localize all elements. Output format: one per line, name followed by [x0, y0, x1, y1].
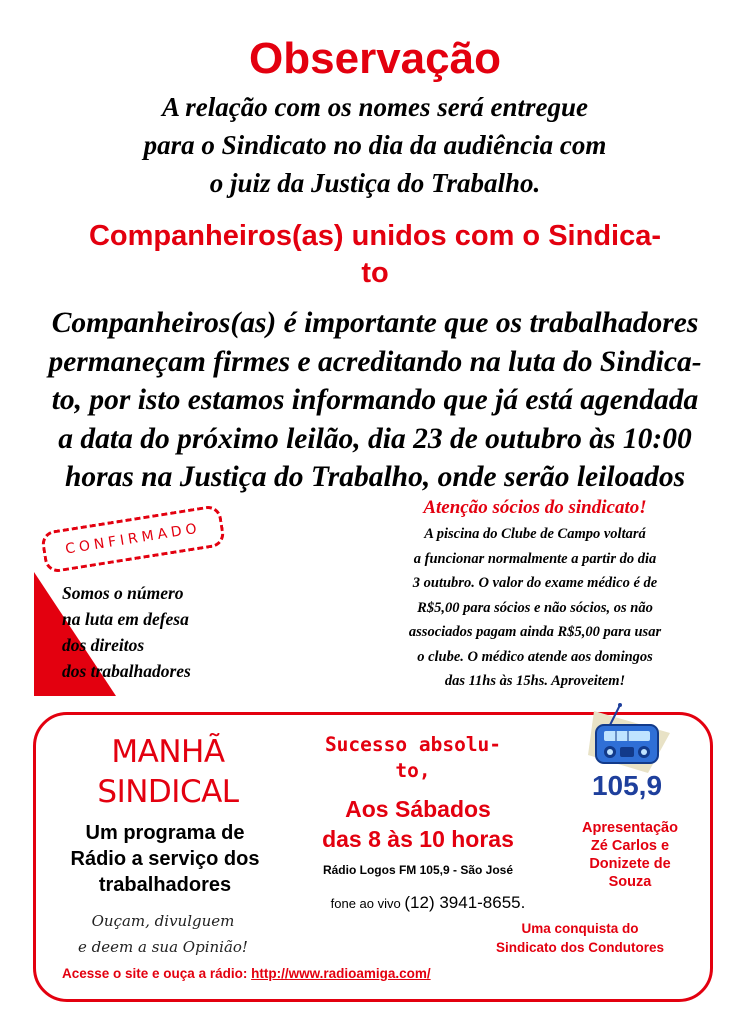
sucesso-line: to, [395, 759, 431, 782]
atencao-line: 3 outubro. O valor do exame médico é de [412, 575, 658, 591]
atencao-line: A piscina do Clube de Campo voltará [424, 526, 646, 542]
observacao-line: o juiz da Justiça do Trabalho. [209, 168, 541, 198]
section-heading-line: to [361, 257, 389, 289]
program-title-line: MANHÃ [111, 734, 225, 770]
program-description [40, 820, 290, 898]
conquista-text [450, 919, 710, 957]
conquista-line: Sindicato dos Condutores [495, 940, 664, 955]
section-heading [30, 218, 720, 292]
sucesso-line: Sucesso absolu- [324, 733, 502, 756]
program-title-line: SINDICAL [97, 774, 239, 810]
schedule-text [283, 794, 553, 854]
paragraph-line: a data do próximo leilão, dia 23 de outubro às 10:00 [58, 422, 692, 455]
phone-line [298, 893, 558, 913]
page-title: Observação [249, 34, 501, 83]
atencao-line: associados pagam ainda R$5,00 para usar [408, 624, 662, 640]
phone-number: (12) 3941-8655. [404, 893, 526, 912]
side-text-line: Somos o número [62, 583, 184, 603]
paragraph-line: permaneçam firmes e acreditando na luta do Sindica- [48, 345, 702, 378]
atencao-line: R$5,00 para sócios e não sócios, os não [417, 599, 653, 616]
presenters-line: Donizete de [589, 856, 671, 872]
conquista-line: Uma conquista do [521, 921, 639, 936]
paragraph-line: horas na Justiça do Trabalho, onde serão leiloados [64, 461, 686, 493]
program-description-line: trabalhadores [98, 874, 232, 896]
atencao-line: o clube. O médico atende aos domingos [417, 648, 653, 665]
radio-icon [586, 703, 676, 775]
listen-line: Ouçam, divulguem [91, 912, 235, 930]
side-text-line: na luta em defesa [62, 609, 189, 629]
phone-label: fone ao vivo [330, 896, 401, 911]
radio-station-name: Rádio Logos FM 105,9 - São José [322, 863, 514, 877]
frequency-label: 105,9 [591, 770, 663, 801]
atencao-line: das 11hs às 15hs. Aproveitem! [444, 673, 626, 689]
atencao-heading: Atenção sócios do sindicato! [423, 497, 647, 518]
site-line [62, 966, 562, 981]
side-text-line: dos direitos [62, 635, 145, 655]
side-text-line: dos trabalhadores [62, 661, 191, 681]
section-heading-line: Companheiros(as) unidos com o Sindica- [88, 220, 661, 252]
observacao-line: A relação com os nomes será entregue [162, 92, 588, 122]
sucesso-text [293, 732, 533, 784]
site-link[interactable]: http://www.radioamiga.com/ [251, 966, 431, 981]
paragraph-line: Companheiros(as) é importante que os trabalhadores [51, 307, 699, 339]
presenters-line: Zé Carlos e [590, 838, 670, 854]
schedule-line: Aos Sábados [345, 796, 491, 822]
schedule-line: das 8 às 10 horas [322, 826, 514, 852]
main-paragraph [18, 304, 732, 497]
listen-line: e deem a sua Opinião! [78, 938, 248, 956]
presenters-text [560, 819, 700, 891]
program-description-line: Um programa de [85, 822, 245, 844]
confirmado-stamp: CONFIRMADO [40, 504, 226, 574]
site-prefix: Acesse o site e ouça a rádio: [62, 966, 252, 981]
side-text [62, 580, 262, 684]
listen-call-to-action [48, 908, 278, 960]
observacao-text [60, 88, 690, 202]
program-title [58, 732, 278, 812]
program-description-line: Rádio a serviço dos [70, 848, 260, 870]
presenters-line: Apresentação [582, 820, 678, 836]
presenters-line: Souza [608, 874, 652, 890]
observacao-line: para o Sindicato no dia da audiência com [143, 130, 607, 160]
atencao-body [346, 522, 724, 694]
paragraph-line: to, por isto estamos informando que já está agendada [51, 384, 699, 416]
atencao-line: a funcionar normalmente a partir do dia [413, 550, 657, 567]
